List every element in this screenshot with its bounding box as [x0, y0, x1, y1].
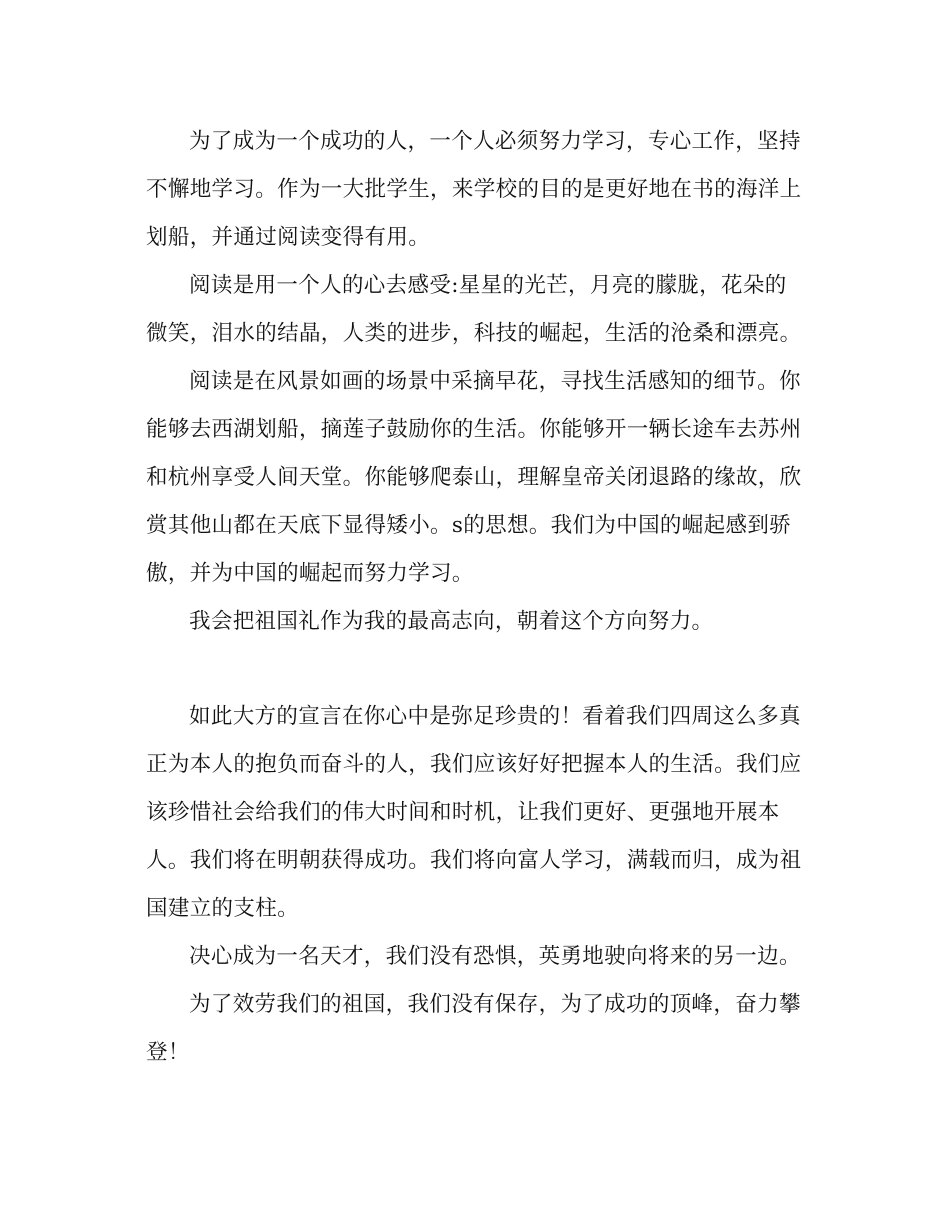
paragraph-3: 阅读是在风景如画的场景中采摘早花，寻找生活感知的细节。你能够去西湖划船，摘莲子鼓励你的生活。你能够开一辆长途车去苏州和杭州享受人间天堂。你能够爬泰山，理解皇帝关闭退路的缘故，欣赏其他山都在天底下显得矮小。s的思想。我们为中国的崛起感到骄傲，并为中国的崛起而努力学习。 — [146, 369, 802, 586]
paragraph-1: 为了成为一个成功的人，一个人必须努力学习，专心工作，坚持不懈地学习。作为一大批学生，来学校的目的是更好地在书的海洋上划船，并通过阅读变得有用。 — [146, 129, 802, 250]
paragraph-4: 我会把祖国礼作为我的最高志向，朝着这个方向努力。 — [189, 609, 714, 634]
paragraph-2: 阅读是用一个人的心去感受:星星的光芒，月亮的朦胧，花朵的微笑，泪水的结晶，人类的进步，科技的崛起，生活的沧桑和漂亮。 — [146, 273, 802, 346]
paragraph-6: 决心成为一名天才，我们没有恐惧，英勇地驶向将来的另一边。 — [189, 944, 801, 969]
paragraph-5: 如此大方的宣言在你心中是弥足珍贵的！看着我们四周这么多真正为本人的抱负而奋斗的人，我们应该好好把握本人的生活。我们应该珍惜社会给我们的伟大时间和时机，让我们更好、更强地开展本人。我们将在明朝获得成功。我们将向富人学习，满载而归，成为祖国建立的支柱。 — [146, 704, 802, 921]
paragraph-7: 为了效劳我们的祖国，我们没有保存，为了成功的顶峰，奋力攀登！ — [146, 992, 801, 1065]
document-body — [146, 118, 808, 1077]
section-gap — [146, 646, 808, 693]
